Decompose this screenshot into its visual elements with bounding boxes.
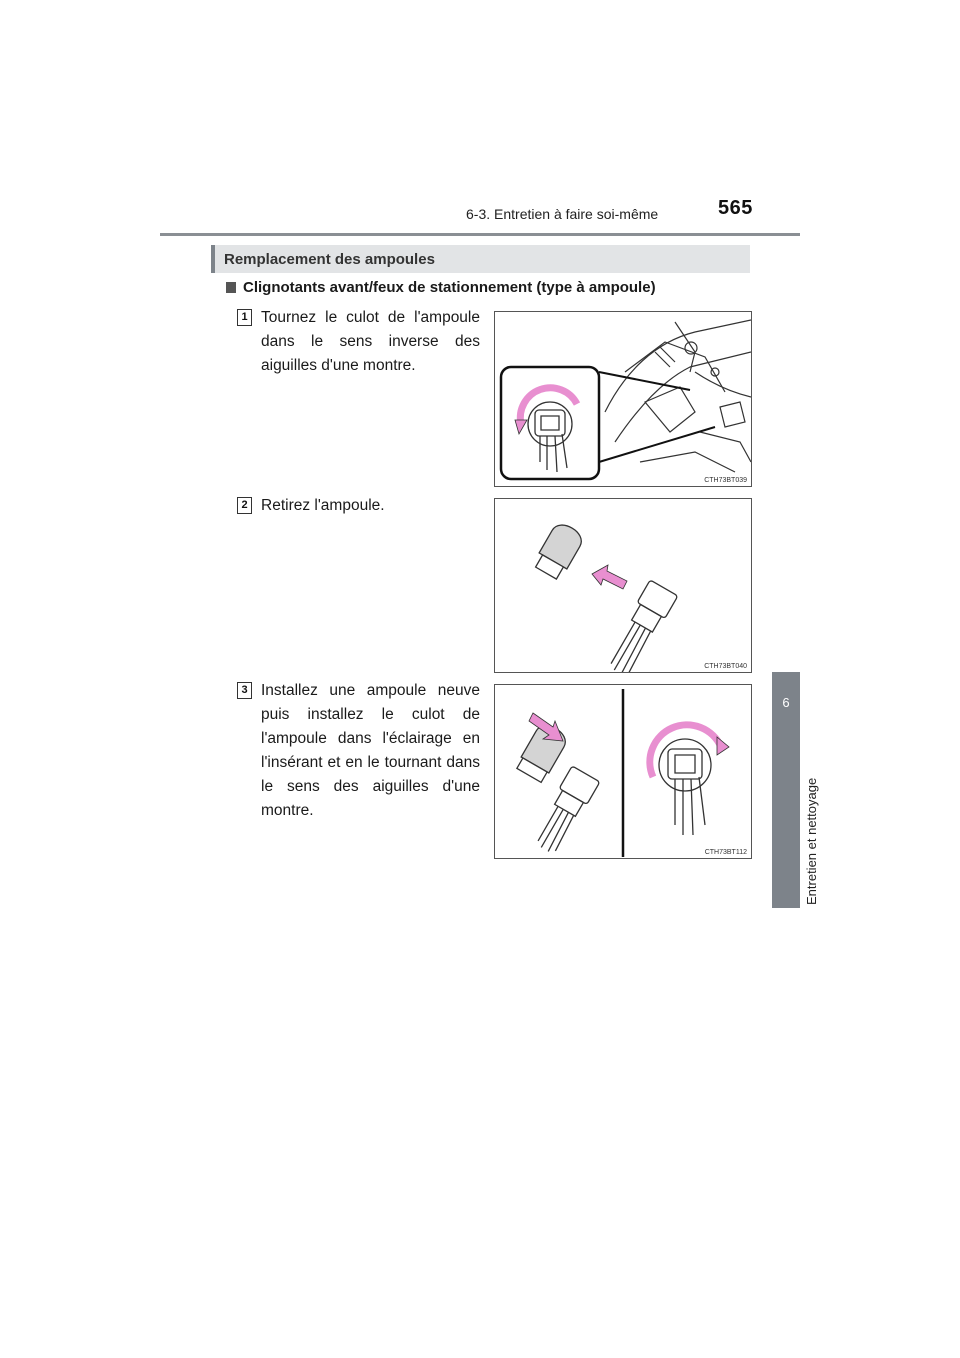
- header-rule: [160, 233, 800, 236]
- figure-step-3: [494, 684, 752, 859]
- section-bar-accent: [211, 245, 215, 273]
- step-text-3: Installez une ampoule neuve puis installez le culot de l'ampoule dans l'éclairage en l'insérant et en le tournant dans le sens des aiguilles d'une montre.: [261, 682, 480, 819]
- subsection-title: Clignotants avant/feux de stationnement (type à ampoule): [243, 279, 656, 296]
- step-text-2: Retirez l'ampoule.: [261, 497, 385, 514]
- chapter-number: 6: [782, 695, 790, 710]
- step-text-1: Tournez le culot de l'ampoule dans le sens inverse des aiguilles d'une montre.: [261, 309, 480, 374]
- chapter-label: Entretien et nettoyage: [804, 777, 819, 905]
- step-number-2: 2: [237, 497, 252, 514]
- header-section-title: 6-3. Entretien à faire soi-même: [466, 206, 659, 222]
- section-title: Remplacement des ampoules: [224, 251, 435, 268]
- pull-arrow: [592, 565, 627, 589]
- headlight-socket-illustration: [495, 312, 751, 486]
- step-number-3: 3: [237, 682, 252, 699]
- bulb-removal-illustration: [495, 499, 751, 672]
- figure-code: CTH73BT112: [704, 849, 747, 856]
- figure-step-2: [494, 498, 752, 673]
- figure-step-1: [494, 311, 752, 487]
- bulb-install-illustration: [495, 685, 751, 858]
- step-number-1: 1: [237, 309, 252, 326]
- square-bullet-icon: [226, 282, 236, 293]
- figure-code: CTH73BT040: [704, 663, 747, 670]
- figure-code: CTH73BT039: [704, 477, 747, 484]
- page-number: 565: [718, 197, 753, 219]
